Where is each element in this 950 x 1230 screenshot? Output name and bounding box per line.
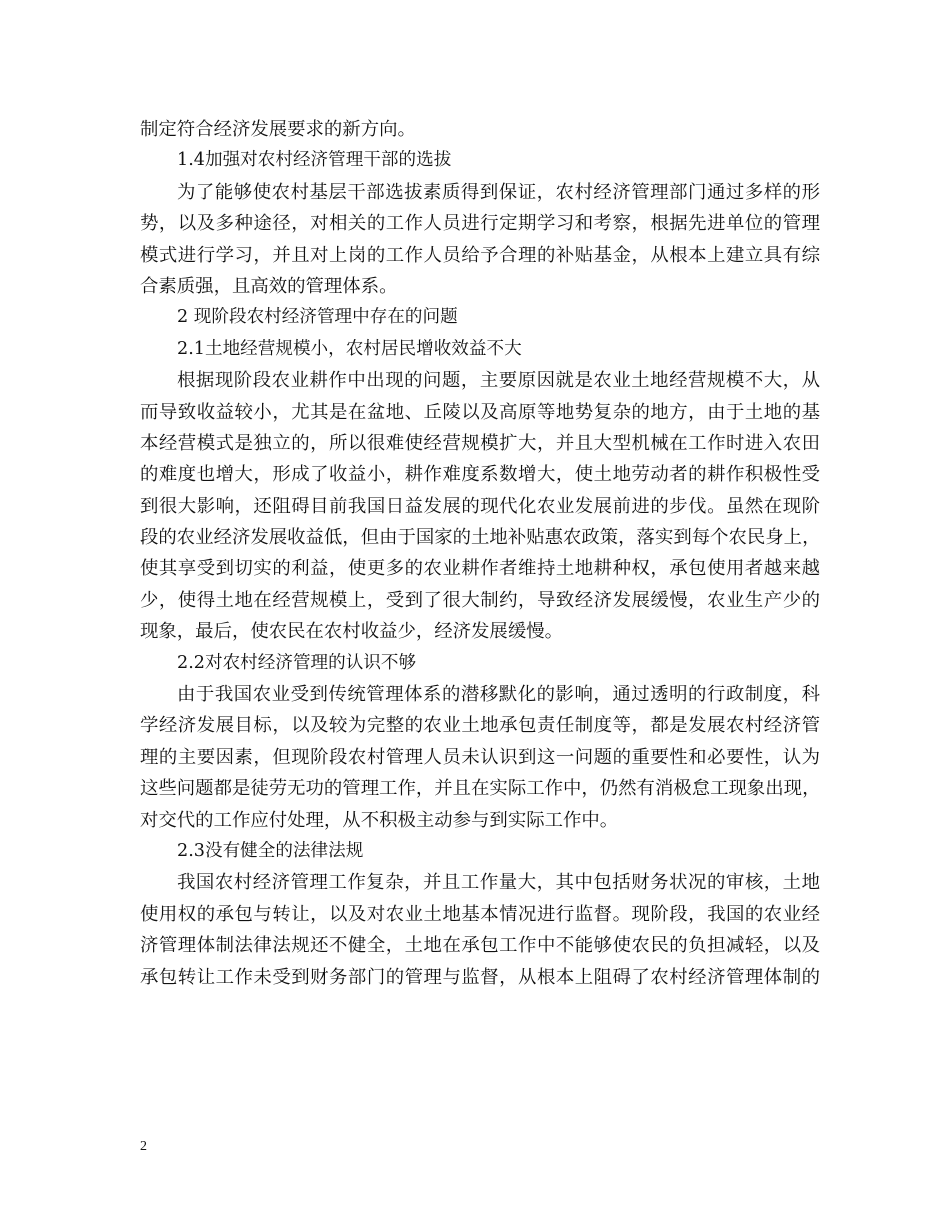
paragraph-line: 现象，最后，使农民在农村收益少，经济发展缓慢。 [140, 621, 563, 643]
paragraph-line: 而导致收益较小，尤其是在盆地、丘陵以及高原等地势复杂的地方，由于土地的基 [140, 401, 820, 423]
paragraph-line: 由于我国农业受到传统管理体系的潜移默化的影响，通过透明的行政制度，科 [177, 684, 820, 706]
paragraph-line: 根据现阶段农业耕作中出现的问题，主要原因就是农业土地经营规模不大，从 [177, 370, 820, 392]
paragraph-line: 使用权的承包与转让，以及对农业土地基本情况进行监督。现阶段，我国的农业经 [140, 903, 820, 925]
section-heading: 2.3没有健全的法律法规 [177, 840, 364, 861]
section-heading: 2.2对农村经济管理的认识不够 [177, 652, 417, 673]
paragraph-line: 承包转让工作未受到财务部门的管理与监督，从根本上阻碍了农村经济管理体制的 [140, 966, 820, 988]
paragraph-line: 为了能够使农村基层干部选拔素质得到保证，农村经济管理部门通过多样的形 [177, 181, 820, 203]
page-number: 2 [140, 1139, 147, 1154]
paragraph-line: 合素质强，且高效的管理体系。 [140, 275, 398, 297]
document-body [140, 114, 820, 993]
section-heading: 2 现阶段农村经济管理中存在的问题 [177, 307, 458, 328]
paragraph-line: 模式进行学习，并且对上岗的工作人员给予合理的补贴基金，从根本上建立具有综 [140, 244, 820, 266]
paragraph-line: 这些问题都是徒劳无功的管理工作，并且在实际工作中，仍然有消极怠工现象出现， [140, 778, 821, 800]
paragraph-line: 理的主要因素，但现阶段农村管理人员未认识到这一问题的重要性和必要性，认为 [140, 746, 820, 768]
paragraph-line: 本经营模式是独立的，所以很难使经营规模扩大，并且大型机械在工作时进入农田 [140, 432, 820, 454]
paragraph-line: 段的农业经济发展收益低，但由于国家的土地补贴惠农政策，落实到每个农民身上， [140, 527, 821, 549]
paragraph-line: 济管理体制法律法规还不健全，土地在承包工作中不能够使农民的负担减轻，以及 [140, 935, 820, 957]
paragraph-line: 对交代的工作应付处理，从不积极主动参与到实际工作中。 [140, 809, 619, 831]
paragraph-line: 少，使得土地在经营规模上，受到了很大制约，导致经济发展缓慢，农业生产少的 [140, 589, 820, 611]
section-heading: 2.1土地经营规模小，农村居民增收效益不大 [177, 338, 522, 359]
paragraph-line: 到很大影响，还阻碍目前我国日益发展的现代化农业发展前进的步伐。虽然在现阶 [140, 495, 820, 517]
section-heading: 1.4加强对农村经济管理干部的选拔 [177, 150, 452, 171]
paragraph-line: 制定符合经济发展要求的新方向。 [140, 119, 416, 140]
paragraph-line: 的难度也增大，形成了收益小，耕作难度系数增大，使土地劳动者的耕作积极性受 [140, 464, 820, 486]
paragraph-line: 使其享受到切实的利益，使更多的农业耕作者维持土地耕种权，承包使用者越来越 [140, 558, 820, 580]
paragraph-line: 势，以及多种途径，对相关的工作人员进行定期学习和考察，根据先进单位的管理 [140, 213, 820, 235]
paragraph-line: 学经济发展目标，以及较为完整的农业土地承包责任制度等，都是发展农村经济管 [140, 715, 820, 737]
paragraph-line: 我国农村经济管理工作复杂，并且工作量大，其中包括财务状况的审核，土地 [177, 872, 820, 894]
